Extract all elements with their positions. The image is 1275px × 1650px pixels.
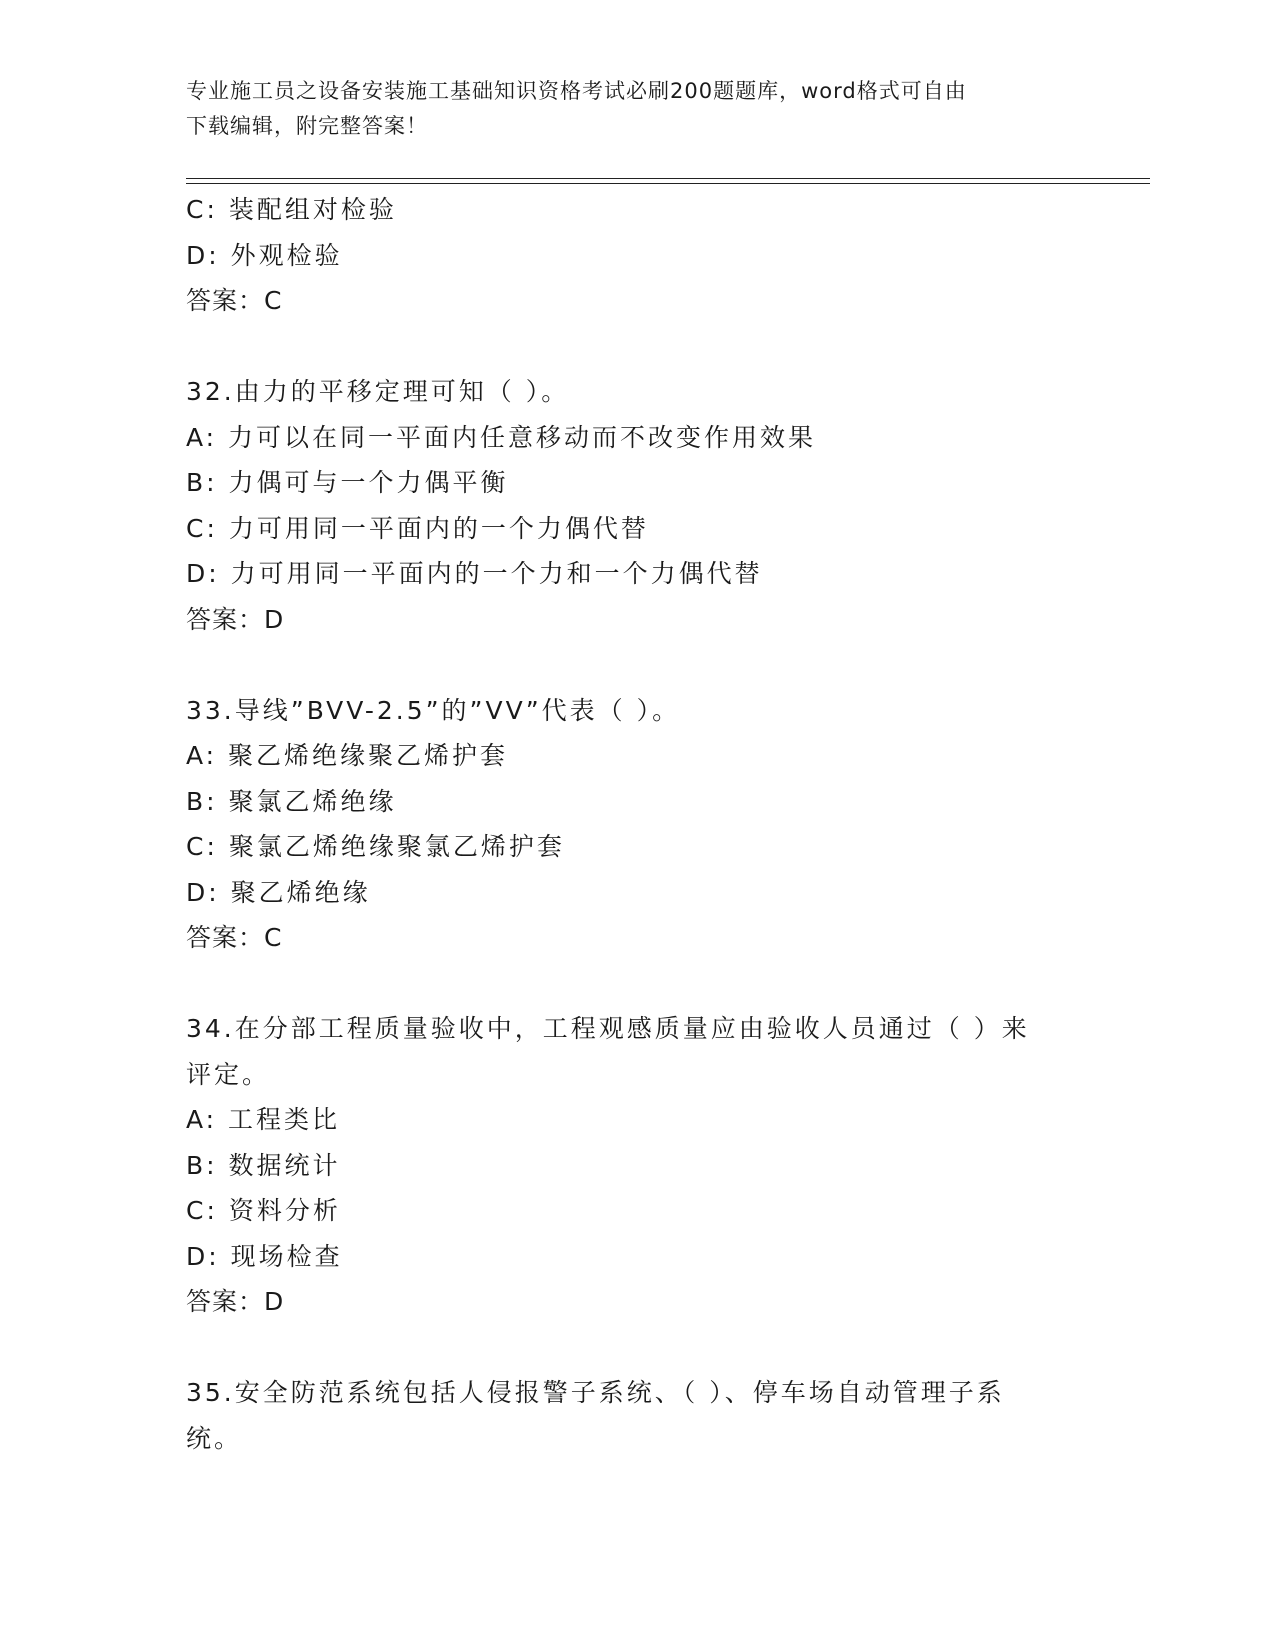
question-text-line-2: 统。 <box>186 1423 243 1453</box>
option-d: D: 现场检查 <box>186 1241 343 1271</box>
option-a: A: 聚乙烯绝缘聚乙烯护套 <box>186 741 509 770</box>
spacer <box>186 642 1066 688</box>
question-32-block <box>186 369 1066 642</box>
spacer <box>186 961 1066 1007</box>
question-35-block <box>186 1370 1066 1461</box>
question-33-block <box>186 688 1066 961</box>
header-line-1: 专业施工员之设备安装施工基础知识资格考试必刷200题题库，word格式可自由 <box>186 79 967 103</box>
option-a: A: 力可以在同一平面内任意移动而不改变作用效果 <box>186 422 817 452</box>
header-divider-top <box>186 178 1150 179</box>
option-c: C: 装配组对检验 <box>186 195 397 224</box>
option-c: C: 力可用同一平面内的一个力偶代替 <box>186 513 649 543</box>
question-text-line-1: 35.安全防范系统包括人侵报警子系统、（ ）、停车场自动管理子系 <box>186 1378 1005 1407</box>
answer-label: 答案：C <box>186 923 283 952</box>
option-d: D: 力可用同一平面内的一个力和一个力偶代替 <box>186 559 763 588</box>
question-list <box>186 187 1066 1461</box>
question-34-block <box>186 1006 1066 1325</box>
spacer <box>186 1325 1066 1371</box>
option-b: B: 聚氯乙烯绝缘 <box>186 786 397 816</box>
question-text-line-2: 评定。 <box>186 1059 271 1089</box>
question-text-line-1: 34.在分部工程质量验收中，工程观感质量应由验收人员通过（ ）来 <box>186 1014 1030 1043</box>
document-header <box>186 74 1086 144</box>
option-c: C: 资料分析 <box>186 1196 341 1225</box>
option-c: C: 聚氯乙烯绝缘聚氯乙烯护套 <box>186 832 565 861</box>
option-a: A: 工程类比 <box>186 1105 341 1134</box>
answer-label: 答案：D <box>186 1287 285 1316</box>
header-divider-bottom <box>186 183 1150 184</box>
question-text: 33.导线”BVV-2.5”的”VV”代表（ ）。 <box>186 695 681 725</box>
spacer <box>186 324 1066 370</box>
option-d: D: 聚乙烯绝缘 <box>186 877 371 907</box>
option-d: D: 外观检验 <box>186 240 343 270</box>
question-text: 32.由力的平移定理可知（ ）。 <box>186 377 570 406</box>
option-b: B: 力偶可与一个力偶平衡 <box>186 468 509 497</box>
question-31-block <box>186 187 1066 324</box>
option-b: B: 数据统计 <box>186 1150 341 1180</box>
answer-label: 答案：D <box>186 604 285 634</box>
answer-label: 答案：C <box>186 286 283 315</box>
header-line-2: 下载编辑，附完整答案！ <box>186 114 428 138</box>
